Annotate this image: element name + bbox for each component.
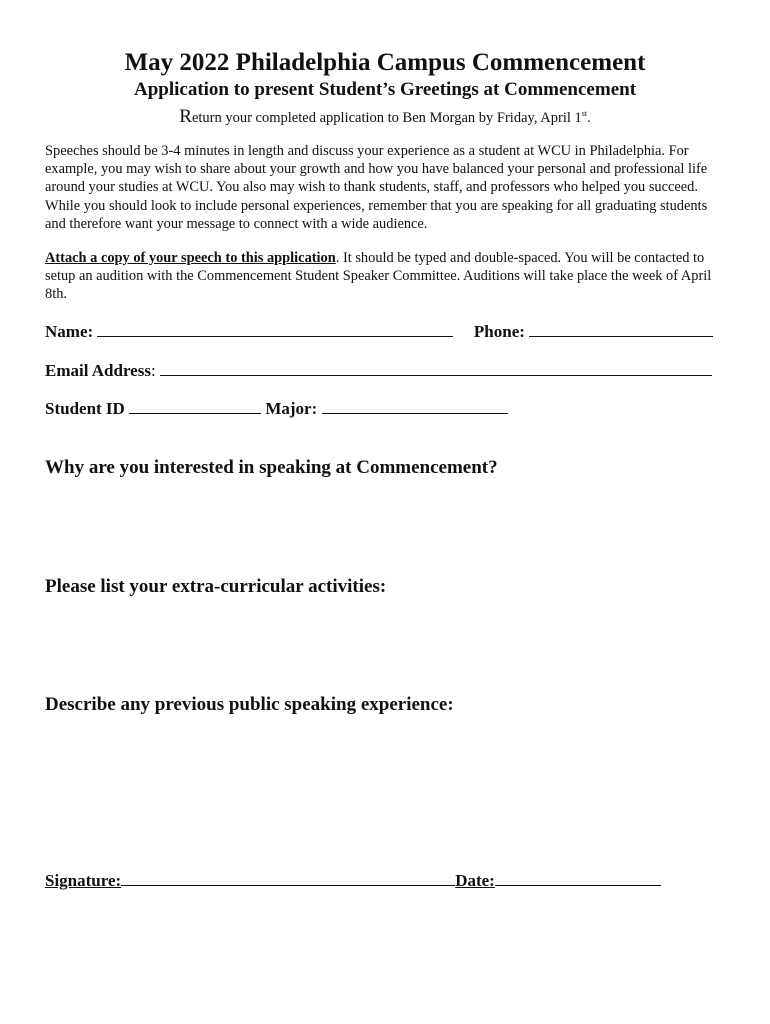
phone-label: Phone:	[473, 322, 525, 341]
email-field[interactable]	[160, 359, 712, 376]
question-public-speaking: Describe any previous public speaking experience:	[45, 694, 454, 715]
student-id-major-row	[45, 397, 508, 420]
student-id-label: Student ID	[45, 399, 125, 418]
phone-field[interactable]	[529, 320, 713, 337]
return-superscript: st	[581, 109, 588, 118]
date-label: Date:	[455, 871, 495, 890]
attach-speech-instruction: Attach a copy of your speech to this application	[45, 250, 336, 266]
signature-field[interactable]	[121, 869, 455, 886]
email-colon: :	[150, 361, 156, 380]
name-phone-row	[45, 320, 713, 343]
name-field[interactable]	[97, 320, 453, 337]
return-instruction	[0, 102, 770, 130]
email-label: Email Address	[45, 361, 151, 380]
return-text: eturn your completed application to Ben Morgan by Friday, April 1	[191, 110, 582, 126]
instructions-paragraph	[45, 249, 725, 304]
intro-paragraph: Speeches should be 3-4 minutes in length and discuss your experience as a student at WCU in Philadelphia. For example, you may wish to share about your growth and how you have balanced your personal and professional life around your studies at WCU. You also may wish to thank students, staff, and professors who helped you succeed. While you should look to include personal experiences, remember that you are speaking for all graduating students and therefore want your message to connect with a wide audience.	[45, 143, 708, 232]
signature-label: Signature:	[45, 871, 122, 890]
email-row	[45, 359, 712, 382]
instructions-rest: . It should be typed and double-spaced. You will be contacted to setup an audition with the Commencement Student Speaker Committee. Auditions will take place the week of April 8th.	[45, 250, 712, 303]
return-initial-letter: R	[179, 106, 192, 127]
name-label: Name:	[45, 322, 94, 341]
date-field[interactable]	[495, 869, 661, 886]
page-title: May 2022 Philadelphia Campus Commencement	[124, 49, 646, 76]
page-subtitle: Application to present Student’s Greetings at Commencement	[133, 79, 637, 100]
major-label: Major:	[265, 399, 318, 418]
signature-date-row	[45, 869, 661, 892]
major-field[interactable]	[322, 397, 508, 414]
question-interest: Why are you interested in speaking at Commencement?	[45, 457, 498, 478]
question-extracurricular: Please list your extra-curricular activities:	[45, 576, 387, 597]
student-id-field[interactable]	[129, 397, 261, 414]
return-end: .	[587, 110, 591, 126]
